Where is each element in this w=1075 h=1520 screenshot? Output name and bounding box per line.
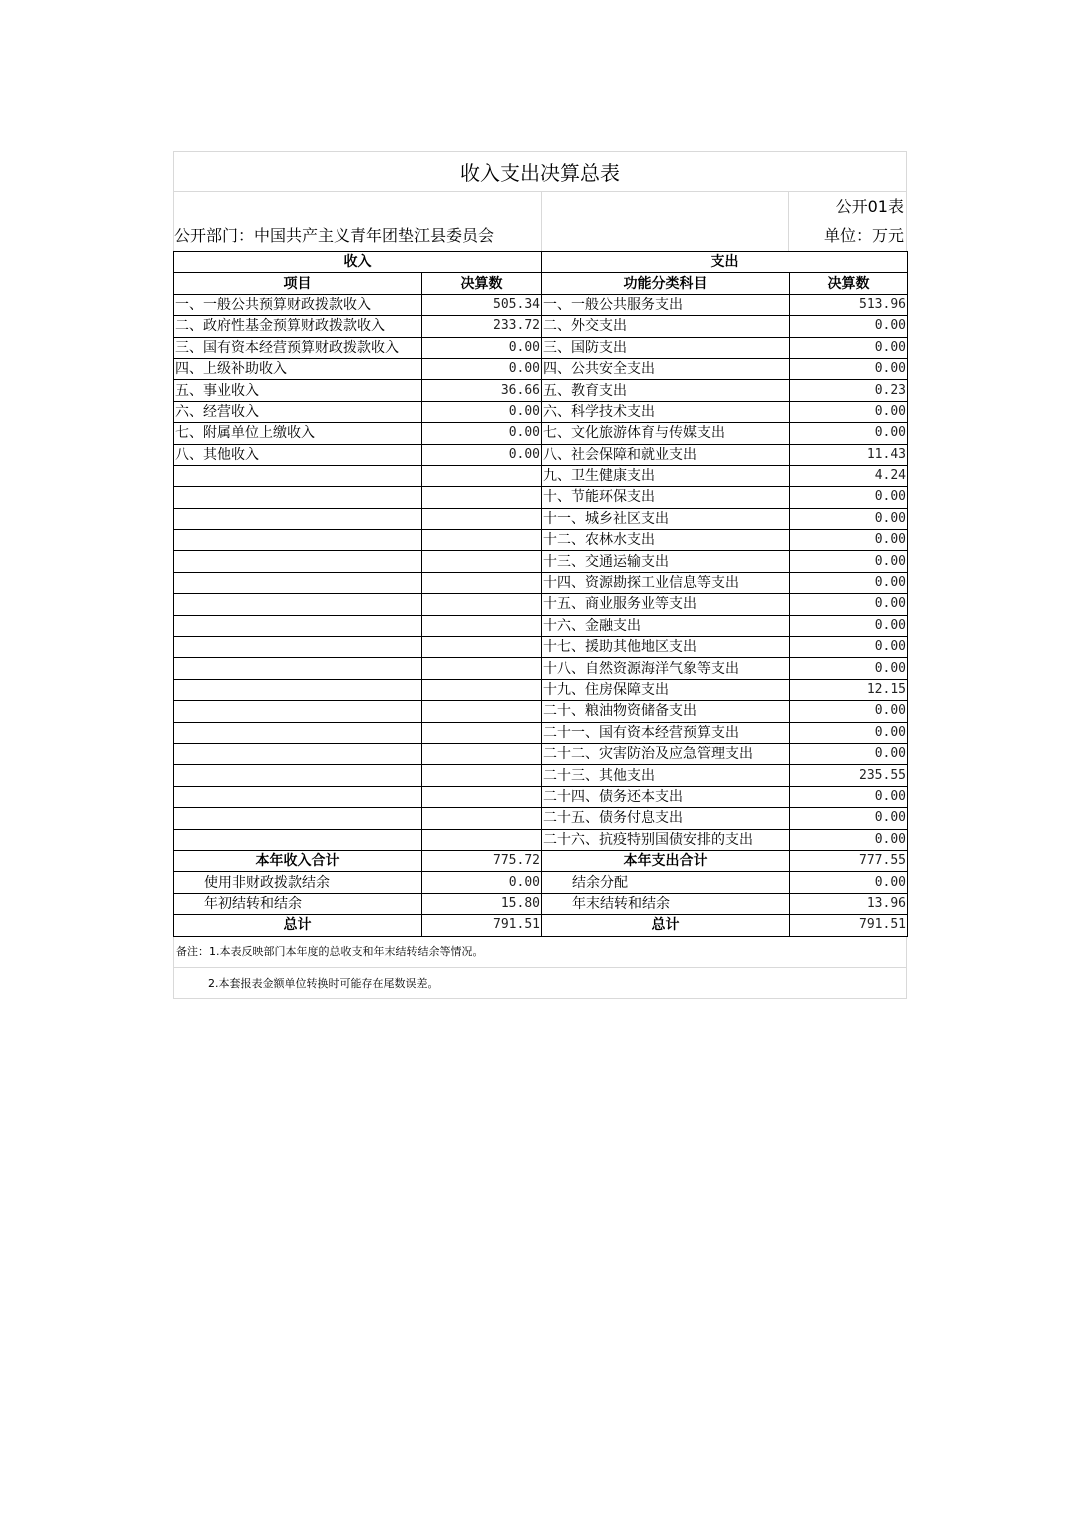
income-amount-cell: 36.66 [422,380,542,401]
grand-total-income: 791.51 [422,915,542,936]
table-row [174,701,908,722]
end-balance-label: 年末结转和结余 [542,893,790,914]
expense-item-cell: 二十二、灾害防治及应急管理支出 [542,743,790,764]
income-amount-cell [422,808,542,829]
section-header-row [174,252,908,273]
expense-amount-cell: 0.00 [790,337,908,358]
table-row [174,786,908,807]
income-amount-cell [422,465,542,486]
expense-item-cell: 四、公共安全支出 [542,358,790,379]
income-item-cell [174,743,422,764]
income-amount-cell [422,829,542,850]
income-item-cell [174,637,422,658]
table-row [174,551,908,572]
table-row [174,572,908,593]
expense-item-cell: 二十、粮油物资储备支出 [542,701,790,722]
table-row [174,487,908,508]
income-item-cell [174,465,422,486]
table-row [174,465,908,486]
expense-amount-cell: 0.00 [790,358,908,379]
department-row [173,221,907,251]
income-item-cell: 一、一般公共预算财政拨款收入 [174,294,422,315]
expense-amount-cell: 0.00 [790,701,908,722]
income-amount-cell: 0.00 [422,401,542,422]
expense-amount-cell: 0.00 [790,786,908,807]
table-row [174,423,908,444]
table-row [174,337,908,358]
expense-item-cell: 二、外交支出 [542,316,790,337]
table-row [174,829,908,850]
income-amount-cell [422,487,542,508]
expense-item-cell: 八、社会保障和就业支出 [542,444,790,465]
expense-amount-cell: 0.00 [790,551,908,572]
expense-amount-cell: 0.00 [790,743,908,764]
expense-amount-cell: 235.55 [790,765,908,786]
expense-item-cell: 十五、商业服务业等支出 [542,594,790,615]
table-row [174,765,908,786]
expense-total-value: 777.55 [790,850,908,871]
note-1: 备注：1.本表反映部门本年度的总收支和年末结转结余等情况。 [174,937,906,968]
expense-item-cell: 二十三、其他支出 [542,765,790,786]
end-balance-value: 13.96 [790,893,908,914]
budget-table [173,251,908,937]
income-item-cell [174,722,422,743]
income-item-cell [174,487,422,508]
expense-total-label: 本年支出合计 [542,850,790,871]
income-amount-cell [422,551,542,572]
expense-item-cell: 九、卫生健康支出 [542,465,790,486]
expense-amount-cell: 0.23 [790,380,908,401]
item-header: 项目 [174,273,422,294]
surplus-label: 结余分配 [542,872,790,893]
table-row [174,808,908,829]
income-item-cell: 二、政府性基金预算财政拨款收入 [174,316,422,337]
expense-item-cell: 七、文化旅游体育与传媒支出 [542,423,790,444]
income-item-cell [174,572,422,593]
income-amount-cell [422,743,542,764]
table-number-row [173,191,907,221]
grand-total-row [174,915,908,936]
expense-amount-cell: 4.24 [790,465,908,486]
expense-amount-cell: 11.43 [790,444,908,465]
income-amount-cell [422,765,542,786]
table-row [174,530,908,551]
expense-item-cell: 六、科学技术支出 [542,401,790,422]
totals-body [174,850,908,936]
function-item-header: 功能分类科目 [542,273,790,294]
income-item-cell: 四、上级补助收入 [174,358,422,379]
grand-total-expense: 791.51 [790,915,908,936]
income-amount-cell [422,508,542,529]
income-item-cell [174,829,422,850]
income-item-cell: 五、事业收入 [174,380,422,401]
table-row [174,658,908,679]
table-row [174,615,908,636]
table-row [174,358,908,379]
expense-item-cell: 十六、金融支出 [542,615,790,636]
income-item-cell [174,508,422,529]
income-item-cell [174,658,422,679]
expense-amount-cell: 513.96 [790,294,908,315]
income-amount-cell [422,786,542,807]
table-row [174,637,908,658]
table-row [174,679,908,700]
income-item-cell [174,765,422,786]
budget-table-body [174,252,908,851]
table-row [174,316,908,337]
expense-amount-cell: 0.00 [790,423,908,444]
expense-item-cell: 二十六、抗疫特别国债安排的支出 [542,829,790,850]
expense-item-cell: 十八、自然资源海洋气象等支出 [542,658,790,679]
income-item-cell [174,786,422,807]
income-item-cell: 六、经营收入 [174,401,422,422]
expense-amount-cell: 0.00 [790,487,908,508]
expense-amount-cell: 0.00 [790,722,908,743]
table-row [174,444,908,465]
income-item-cell [174,808,422,829]
nonfiscal-label: 使用非财政拨款结余 [174,872,422,893]
income-header: 收入 [174,252,542,273]
income-item-cell [174,594,422,615]
income-amount-cell [422,594,542,615]
year-total-row [174,850,908,871]
expense-amount-cell: 0.00 [790,637,908,658]
income-amount-cell: 0.00 [422,358,542,379]
expense-item-cell: 十四、资源勘探工业信息等支出 [542,572,790,593]
income-amount-cell: 0.00 [422,423,542,444]
income-amount-cell: 0.00 [422,444,542,465]
begin-balance-label: 年初结转和结余 [174,893,422,914]
income-amount-cell [422,701,542,722]
expense-amount-cell: 0.00 [790,401,908,422]
income-item-cell: 三、国有资本经营预算财政拨款收入 [174,337,422,358]
income-total-value: 775.72 [422,850,542,871]
income-amount-cell [422,615,542,636]
income-item-cell [174,530,422,551]
amount-header: 决算数 [790,273,908,294]
report-title: 收入支出决算总表 [173,151,907,191]
expense-amount-cell: 0.00 [790,829,908,850]
department-label: 公开部门：中国共产主义青年团垫江县委员会 [174,221,542,251]
income-amount-cell: 0.00 [422,337,542,358]
income-item-cell [174,551,422,572]
table-row [174,722,908,743]
unit-label: 单位：万元 [789,221,907,251]
income-amount-cell [422,572,542,593]
expense-item-cell: 二十四、债务还本支出 [542,786,790,807]
income-item-cell [174,701,422,722]
expense-amount-cell: 0.00 [790,530,908,551]
income-amount-cell: 505.34 [422,294,542,315]
income-item-cell [174,615,422,636]
expense-item-cell: 五、教育支出 [542,380,790,401]
expense-amount-cell: 0.00 [790,658,908,679]
expense-amount-cell: 0.00 [790,808,908,829]
income-amount-cell [422,530,542,551]
grand-total-label: 总计 [174,915,422,936]
note-2: 2.本套报表金额单位转换时可能存在尾数误差。 [208,976,439,990]
income-amount-cell [422,637,542,658]
expense-item-cell: 十一、城乡社区支出 [542,508,790,529]
surplus-value: 0.00 [790,872,908,893]
expense-header: 支出 [542,252,908,273]
expense-item-cell: 三、国防支出 [542,337,790,358]
expense-amount-cell: 0.00 [790,572,908,593]
begin-balance-value: 15.80 [422,893,542,914]
nonfiscal-row [174,872,908,893]
table-row [174,294,908,315]
income-item-cell: 八、其他收入 [174,444,422,465]
table-row [174,380,908,401]
expense-item-cell: 二十五、债务付息支出 [542,808,790,829]
income-item-cell: 七、附属单位上缴收入 [174,423,422,444]
grand-total-label: 总计 [542,915,790,936]
expense-item-cell: 十七、援助其他地区支出 [542,637,790,658]
expense-amount-cell: 0.00 [790,615,908,636]
expense-amount-cell: 0.00 [790,508,908,529]
notes [173,937,907,999]
expense-amount-cell: 0.00 [790,316,908,337]
income-item-cell [174,679,422,700]
income-amount-cell [422,658,542,679]
expense-item-cell: 十三、交通运输支出 [542,551,790,572]
carryover-row [174,893,908,914]
expense-item-cell: 十九、住房保障支出 [542,679,790,700]
report-sheet [173,151,907,999]
income-amount-cell [422,679,542,700]
income-total-label: 本年收入合计 [174,850,422,871]
amount-header: 决算数 [422,273,542,294]
expense-item-cell: 一、一般公共服务支出 [542,294,790,315]
column-header-row [174,273,908,294]
table-row [174,508,908,529]
income-amount-cell: 233.72 [422,316,542,337]
expense-amount-cell: 12.15 [790,679,908,700]
table-number: 公开01表 [789,191,907,221]
nonfiscal-value: 0.00 [422,872,542,893]
income-amount-cell [422,722,542,743]
table-row [174,743,908,764]
expense-item-cell: 十二、农林水支出 [542,530,790,551]
expense-item-cell: 二十一、国有资本经营预算支出 [542,722,790,743]
expense-amount-cell: 0.00 [790,594,908,615]
table-row [174,594,908,615]
expense-item-cell: 十、节能环保支出 [542,487,790,508]
table-row [174,401,908,422]
